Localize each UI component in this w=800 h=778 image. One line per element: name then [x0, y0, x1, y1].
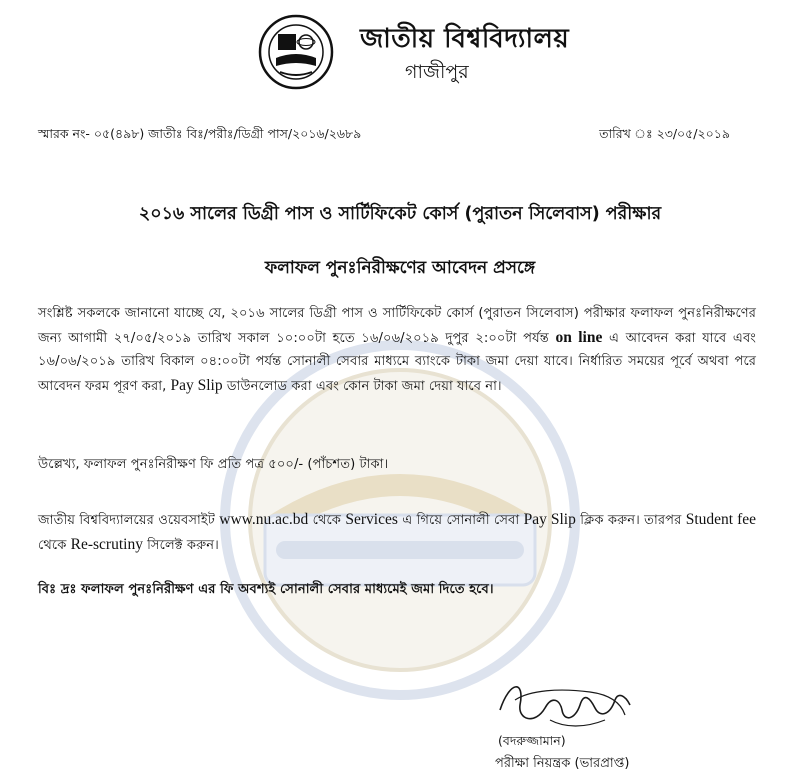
- body-text-2: এ আবেদন করা যাবে এবং ১৬/০৬/২০১৯ তারিখ বিকাল ০৪:০০টা পর্যন্ত সোনালী সেবার মাধ্যমে ব্যাংকে টাকা জমা দেয়া যাবে। নির্ধারিত সময়ের পূর্বে অথবা পরে আবেদন ফরম পূরণ করা,: [38, 330, 756, 394]
- rescrutiny-text: Re-scrutiny: [70, 535, 143, 553]
- footnote: বিঃ দ্রঃ ফলাফল পুনঃনিরীক্ষণ এর ফি অবশ্যই সোনালী সেবার মাধ্যমেই জমা দিতে হবে।: [38, 582, 494, 597]
- student-fee-text: Student fee: [685, 511, 757, 528]
- notice-subtitle: ফলাফল পুনঃনিরীক্ষণের আবেদন প্রসঙ্গে: [264, 258, 536, 278]
- website-text-5: থেকে: [38, 537, 67, 553]
- website-text-3: এ গিয়ে সোনালী সেবা: [402, 513, 520, 528]
- fee-note: উল্লেখ্য, ফলাফল পুনঃনিরীক্ষণ ফি প্রতি পত্র ৫০০/- (পাঁচশত) টাকা।: [38, 457, 389, 472]
- signatory-name: (বদরুজ্জামান): [498, 733, 566, 748]
- body-text-1: সংশ্লিষ্ট সকলকে জানানো যাচ্ছে যে, ২০১৬ সালের ডিগ্রী পাস ও সার্টিফিকেট কোর্স (পুরাতন সিলেবাস) পরীক্ষার ফলাফল পুনঃনিরীক্ষণের জন্য আগামী ২৭/০৫/২০১৯ তারিখ সকাল ১০:০০টা হতে ১৬/০৬/২০১৯ দুপুর ২:০০টা পর্যন্ত: [38, 306, 756, 346]
- website-text-1: জাতীয় বিশ্ববিদ্যালয়ের ওয়েবসাইট: [38, 513, 215, 528]
- payslip-text: Pay Slip: [170, 376, 223, 394]
- body-text-3: ডাউনলোড করা এবং কোন টাকা জমা দেয়া যাবে না।: [226, 378, 502, 394]
- notice-date: তারিখ ঃ ২৩/০৫/২০১৯: [599, 126, 730, 141]
- university-logo-icon: [258, 14, 334, 90]
- online-text: on line: [555, 328, 603, 346]
- website-text-2: থেকে: [312, 513, 342, 528]
- payslip-text-2: Pay Slip: [523, 511, 576, 528]
- website-text-4: ক্লিক করুন। তারপর: [580, 513, 682, 528]
- memo-number: স্মারক নং- ০৫(৪৯৮) জাতীঃ বিঃ/পরীঃ/ডিগ্রী পাস/২০১৬/২৬৮৯: [38, 126, 362, 141]
- services-text: Services: [345, 511, 398, 528]
- website-instructions: [38, 508, 756, 557]
- website-text-6: সিলেক্ট করুন।: [147, 537, 219, 553]
- website-url-link[interactable]: www.nu.ac.bd: [219, 511, 309, 528]
- university-name: জাতীয় বিশ্ববিদ্যালয়: [360, 24, 570, 54]
- signature-image: [490, 670, 640, 735]
- notice-title: ২০১৬ সালের ডিগ্রী পাস ও সার্টিফিকেট কোর্স (পুরাতন সিলেবাস) পরীক্ষার: [138, 204, 662, 224]
- university-city: গাজীপুর: [405, 61, 469, 83]
- body-paragraph: [38, 302, 756, 398]
- signatory-title: পরীক্ষা নিয়ন্ত্রক (ভারপ্রাপ্ত): [495, 756, 630, 771]
